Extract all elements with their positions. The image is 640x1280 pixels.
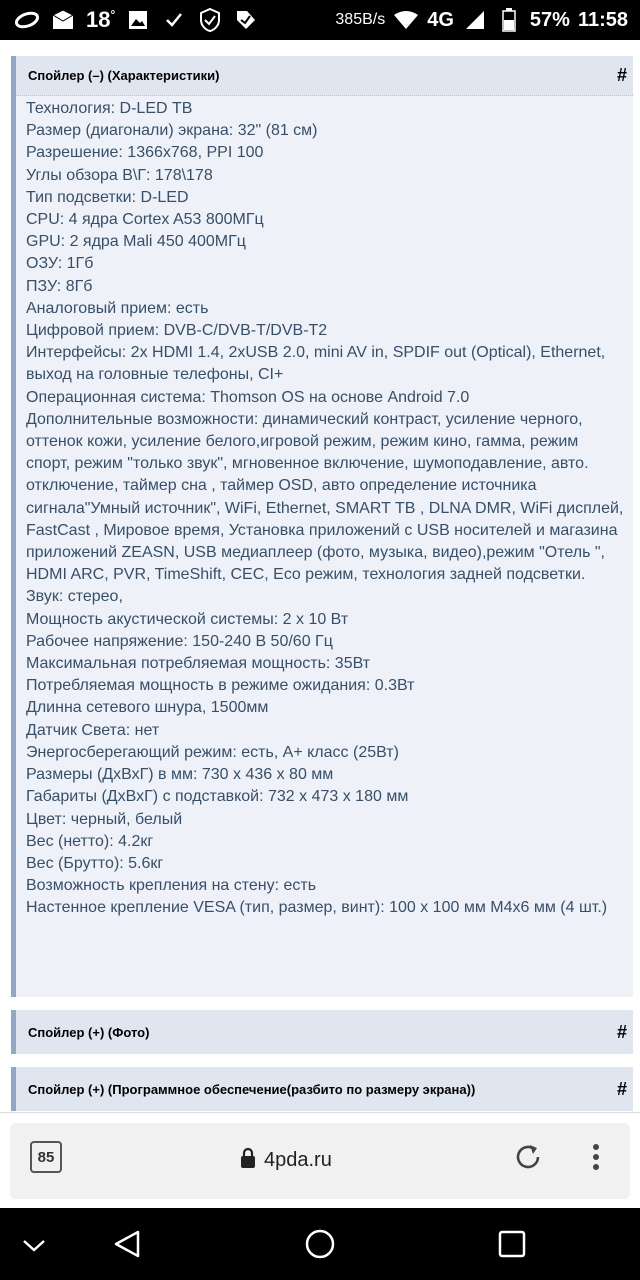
spec-line: CPU: 4 ядра Cortex A53 800МГц — [26, 211, 264, 229]
home-icon[interactable] — [302, 1226, 338, 1262]
battery-level: 57% — [529, 8, 570, 31]
spec-line: Размеры (ДхВхГ) в мм: 730 x 436 x 80 мм — [26, 766, 334, 784]
mail-icon — [50, 7, 76, 33]
spec-line: Тип подсветки: D-LED — [26, 188, 189, 206]
spec-line: Рабочее напряжение: 150-240 В 50/60 Гц — [26, 632, 333, 650]
spec-line: Датчик Света: нет — [26, 721, 160, 739]
shield-icon — [197, 7, 223, 33]
spec-line: Вес (Брутто): 5.6кг — [26, 854, 164, 872]
spec-line: Вес (нетто): 4.2кг — [26, 832, 154, 850]
spec-line: Максимальная потребляемая мощность: 35Вт — [26, 655, 371, 673]
clock: 11:58 — [577, 8, 628, 31]
check-icon — [161, 7, 187, 33]
reload-icon[interactable] — [512, 1141, 544, 1173]
system-nav-bar — [0, 1208, 640, 1280]
spec-line: GPU: 2 ядра Mali 450 400МГц — [26, 233, 246, 251]
anchor-link[interactable]: # — [616, 1078, 627, 1099]
spec-line: Углы обзора В\Г: 178\178 — [26, 166, 213, 184]
spec-line: ОЗУ: 1Гб — [26, 255, 94, 273]
anchor-link[interactable]: # — [616, 1021, 627, 1042]
spoiler-title: Спойлер (+) (Программное обеспечение(разбито по размеру экрана)) — [28, 1081, 476, 1097]
signal-icon — [462, 7, 488, 33]
spoiler-specs — [11, 56, 633, 997]
spoiler-software[interactable] — [11, 1067, 633, 1111]
url-text: 4pda.ru — [264, 1149, 332, 1171]
image-icon — [125, 7, 151, 33]
overflow-menu-icon[interactable] — [584, 1139, 608, 1175]
tab-switcher-button[interactable] — [30, 1141, 62, 1173]
spec-line: Потребляемая мощность в режиме ожидания: 0.3Вт — [26, 677, 415, 695]
spoiler-photo[interactable] — [11, 1010, 633, 1054]
spec-line: Аналоговый прием: есть — [26, 299, 209, 317]
spoiler-title: Спойлер (+) (Фото) — [28, 1024, 150, 1040]
spec-line: Настенное крепление VESA (тип, размер, винт): 100 x 100 мм M4x6 мм (4 шт.) — [26, 899, 608, 917]
spec-line: Длинна сетевого шнура, 1500мм — [26, 699, 269, 717]
spec-line: Цифровой прием: DVB-C/DVB-T/DVB-T2 — [26, 322, 328, 340]
url-display[interactable] — [240, 1147, 332, 1174]
spec-line: Энергосберегающий режим: есть, А+ класс (25Вт) — [26, 743, 399, 761]
page-content — [0, 40, 640, 1112]
tag-check-icon — [233, 7, 259, 33]
app-logo-icon — [14, 7, 40, 33]
wifi-icon — [393, 7, 419, 33]
tab-count: 85 — [37, 1148, 55, 1166]
lock-icon — [240, 1147, 256, 1174]
spec-line: Интерфейсы: 2х HDMI 1.4, 2xUSB 2.0, mini AV in, SPDIF out (Optical), Ethernet, выход на головные телефоны, CI+ — [26, 344, 606, 384]
spoiler-header[interactable] — [16, 1010, 633, 1054]
spoiler-body — [16, 96, 633, 930]
spec-line: Операционная система: Thomson OS на основе Android 7.0 — [26, 388, 470, 406]
spec-line: Звук: стерео, — [26, 588, 123, 606]
hide-keyboard-icon[interactable] — [16, 1226, 52, 1262]
recents-icon[interactable] — [494, 1226, 530, 1262]
spec-line: Мощность акустической системы: 2 x 10 Вт — [26, 610, 349, 628]
temperature: 18° — [86, 7, 116, 32]
spoiler-header[interactable] — [16, 56, 633, 96]
spec-line: Технология: D-LED ТВ — [26, 100, 193, 117]
spec-line: Размер (диагонали) экрана: 32" (81 см) — [26, 122, 318, 140]
spoiler-header[interactable] — [16, 1067, 633, 1111]
spec-line: Габариты (ДхВхГ) с подставкой: 732 x 473 x 180 мм — [26, 788, 409, 806]
address-bar[interactable] — [10, 1123, 630, 1199]
browser-toolbar — [0, 1112, 640, 1209]
battery-icon — [496, 7, 522, 33]
network-type: 4G — [427, 8, 454, 31]
anchor-link[interactable]: # — [616, 65, 627, 85]
network-speed: 385B/s — [335, 11, 386, 28]
spec-line: Цвет: черный, белый — [26, 810, 183, 828]
spec-line: Возможность крепления на стену: есть — [26, 877, 317, 895]
spec-line: Дополнительные возможности: динамический контраст, усиление черного, оттенок кожи, усиление белого,игровой режим, режим кино, гамма, режим спорт, режим "только звук", мгновенное включение, шумоподавление, авто. отключение, таймер сна , таймер OSD, авто определение источника сигнала"Умный источник", WiFi, Ethernet, SMART ТВ , DLNA DMR, WiFi дисплей, FastCast , Мировое время, Установка приложений с USB носителей и магазина приложений ZEASN, USB медиаплеер (фото, музыка, видео),режим "Отель ", HDMI ARC, PVR, TimeShift, CEC, Eco режим, технология задней подсветки. — [26, 410, 624, 584]
back-icon[interactable] — [110, 1226, 146, 1262]
spoiler-title: Спойлер (–) (Характеристики) — [28, 68, 220, 83]
spec-line: Разрешение: 1366x768, PPI 100 — [26, 144, 264, 162]
status-bar — [0, 0, 640, 40]
spec-line: ПЗУ: 8Гб — [26, 277, 93, 295]
